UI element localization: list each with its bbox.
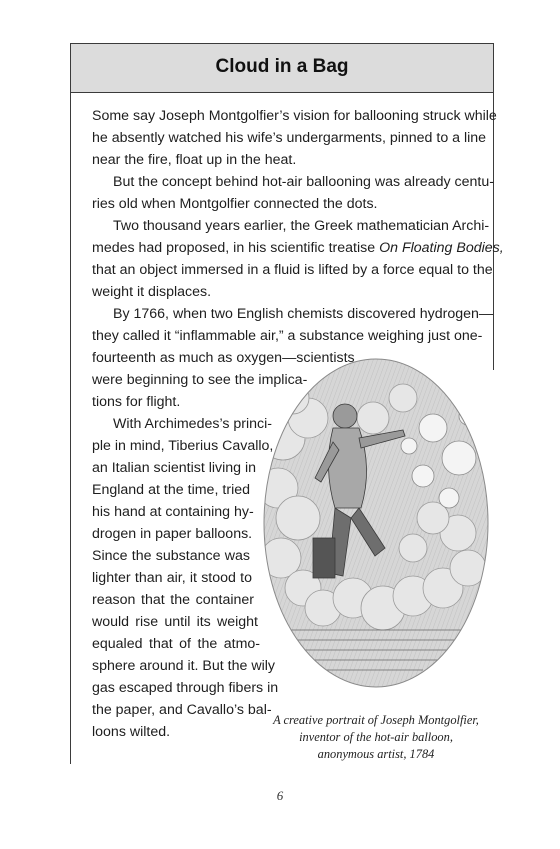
text-line: they called it “inflammable air,” a substance weighing just one- <box>92 328 483 344</box>
montgolfier-portrait-image <box>263 358 489 688</box>
text-line: near the fire, float up in the heat. <box>92 152 297 168</box>
caption-line: anonymous artist, 1784 <box>317 747 435 761</box>
sidebar-header <box>71 44 493 93</box>
text-line: the paper, and Cavallo’s bal- <box>92 702 272 718</box>
border-gap <box>490 370 498 770</box>
text-line: sphere around it. But the wily <box>92 658 275 674</box>
text-line: With Archimedes’s princi- <box>113 416 272 432</box>
text-line: Some say Joseph Montgolfier’s vision for ballooning struck while <box>92 108 497 124</box>
text-line: But the concept behind hot-air ballooning was already centu- <box>113 174 494 190</box>
text-line: he absently watched his wife’s undergarments, pinned to a line <box>92 130 487 146</box>
text-line <box>92 238 504 258</box>
text-line: Since the substance was <box>92 548 250 564</box>
page-number: 6 <box>276 788 284 803</box>
text-line: ries old when Montgolfier connected the dots. <box>92 196 378 212</box>
text-line: loons wilted. <box>92 724 171 740</box>
text-line: England at the time, tried <box>92 482 250 498</box>
text-line: that an object immersed in a fluid is lifted by a force equal to the <box>92 262 493 278</box>
text-line: were beginning to see the implica- <box>92 372 308 388</box>
text-line: gas escaped through fibers in <box>92 680 279 696</box>
caption-line: A creative portrait of Joseph Montgolfier, <box>273 713 479 727</box>
text-line: drogen in paper balloons. <box>92 526 253 542</box>
text-line: tions for flight. <box>92 394 181 410</box>
caption-line: inventor of the hot-air balloon, <box>299 730 453 744</box>
text-line: his hand at containing hy- <box>92 504 254 520</box>
text-line: Two thousand years earlier, the Greek mathematician Archi- <box>113 218 490 234</box>
text-line: would rise until its weight <box>92 614 258 630</box>
text-line: fourteenth as much as oxygen—scientists <box>92 350 355 366</box>
text-line: reason that the container <box>92 592 254 608</box>
book-title: On Floating Bodies, <box>379 240 504 256</box>
image-caption <box>262 712 490 763</box>
text-line: By 1766, when two English chemists discovered hydrogen— <box>113 306 494 322</box>
text-line: equaled that of the atmo- <box>92 636 260 652</box>
text-line: ple in mind, Tiberius Cavallo, <box>92 438 274 454</box>
sidebar-title: Cloud in a Bag <box>215 56 349 77</box>
text-line: an Italian scientist living in <box>92 460 257 476</box>
text-span: medes had proposed, in his scientific treatise <box>92 240 376 256</box>
text-line: lighter than air, it stood to <box>92 570 252 586</box>
text-line: weight it displaces. <box>92 284 212 300</box>
